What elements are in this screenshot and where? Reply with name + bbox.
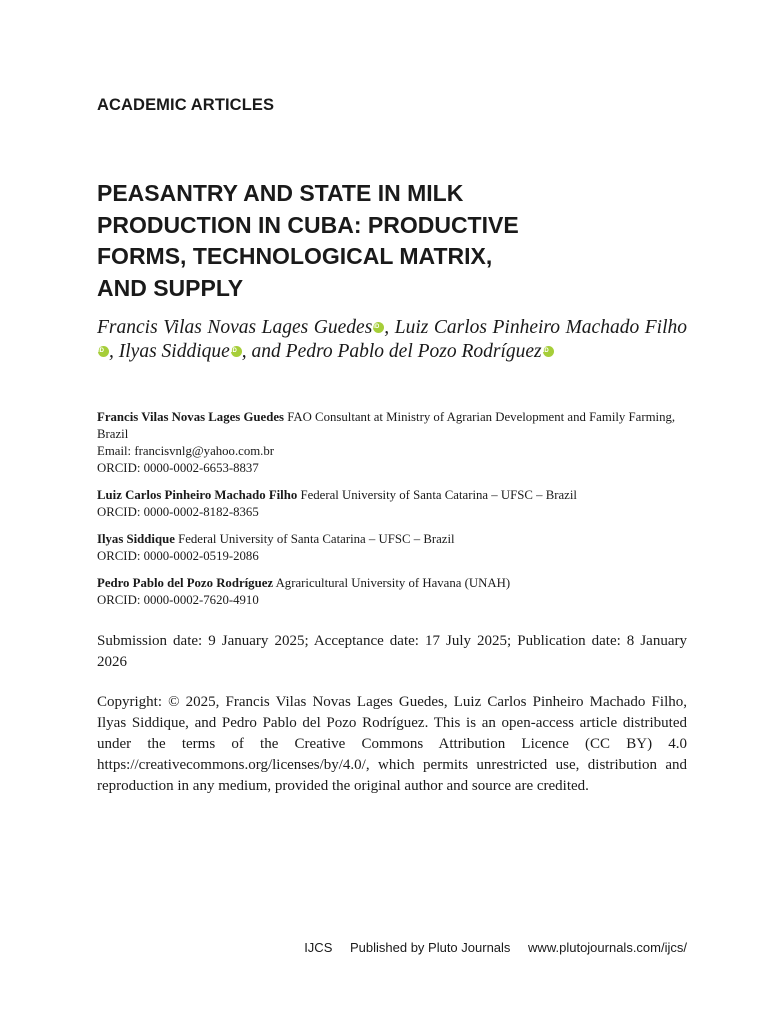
- affiliation-author: Pedro Pablo del Pozo Rodríguez: [97, 576, 274, 590]
- article-title: [97, 178, 617, 304]
- page-footer: [97, 940, 687, 955]
- copyright-notice: Copyright: © 2025, Francis Vilas Novas Lages Guedes, Luiz Carlos Pinheiro Machado Filho, Ilyas Siddique, and Pedro Pablo del Pozo Rodríguez. This is an open-access article distributed under the terms of the Creative Commons Attribution Licence (CC BY) 4.0 https://creativecommons.org/licenses/by/4.0/, which permits unrestricted use, distribution and reproduction in any medium, provided the original author and source are credited.: [97, 694, 687, 794]
- author-separator: , and: [241, 341, 286, 362]
- footer-url[interactable]: www.plutojournals.com/ijcs/: [528, 940, 687, 955]
- affiliation-text: FAO Consultant at Ministry of Agrarian Development and Family Farming, Brazil: [97, 410, 676, 441]
- author-separator: ,: [109, 341, 119, 362]
- author-orcid: ORCID: 0000-0002-8182-8365: [97, 505, 259, 519]
- author-orcid: ORCID: 0000-0002-6653-8837: [97, 461, 259, 475]
- author-separator: ,: [384, 317, 395, 338]
- orcid-icon[interactable]: iD: [98, 346, 109, 357]
- author-orcid: ORCID: 0000-0002-0519-2086: [97, 549, 259, 563]
- affiliation-block: [97, 575, 687, 609]
- footer-journal: IJCS: [304, 940, 333, 955]
- affiliation-text: Federal University of Santa Catarina – UFSC – Brazil: [178, 532, 455, 546]
- orcid-icon[interactable]: iD: [231, 346, 242, 357]
- section-label: ACADEMIC ARTICLES: [97, 96, 275, 114]
- affiliation-author: Ilyas Siddique: [97, 532, 175, 546]
- affiliation-block: [97, 409, 687, 477]
- orcid-icon[interactable]: iD: [373, 322, 384, 333]
- affiliation-text: Agraricultural University of Havana (UNAH): [275, 576, 511, 590]
- affiliation-author: Luiz Carlos Pinheiro Machado Filho: [97, 488, 298, 502]
- author-name: Pedro Pablo del Pozo Rodríguez: [285, 341, 542, 362]
- title-line: AND SUPPLY: [97, 274, 244, 301]
- author-name: Francis Vilas Novas Lages Guedes: [97, 317, 373, 338]
- publication-dates: Submission date: 9 January 2025; Acceptance date: 17 July 2025; Publication date: 8 January 2026: [97, 633, 687, 670]
- orcid-icon[interactable]: iD: [543, 346, 554, 357]
- author-list: [97, 316, 687, 364]
- affiliation-author: Francis Vilas Novas Lages Guedes: [97, 410, 284, 424]
- affiliation-text: Federal University of Santa Catarina – UFSC – Brazil: [300, 488, 577, 502]
- title-line: PEASANTRY AND STATE IN MILK: [97, 180, 464, 206]
- author-name: Luiz Carlos Pinheiro Machado Filho: [394, 317, 688, 338]
- author-orcid: ORCID: 0000-0002-7620-4910: [97, 593, 259, 607]
- author-email[interactable]: Email: francisvnlg@yahoo.com.br: [97, 444, 275, 458]
- footer-publisher: Published by Pluto Journals: [349, 940, 511, 955]
- title-line: PRODUCTION IN CUBA: PRODUCTIVE: [97, 211, 519, 238]
- affiliation-block: [97, 531, 687, 565]
- affiliation-block: [97, 487, 687, 521]
- title-line: FORMS, TECHNOLOGICAL MATRIX,: [97, 243, 493, 269]
- affiliations: [97, 409, 687, 619]
- author-name: Ilyas Siddique: [118, 341, 230, 362]
